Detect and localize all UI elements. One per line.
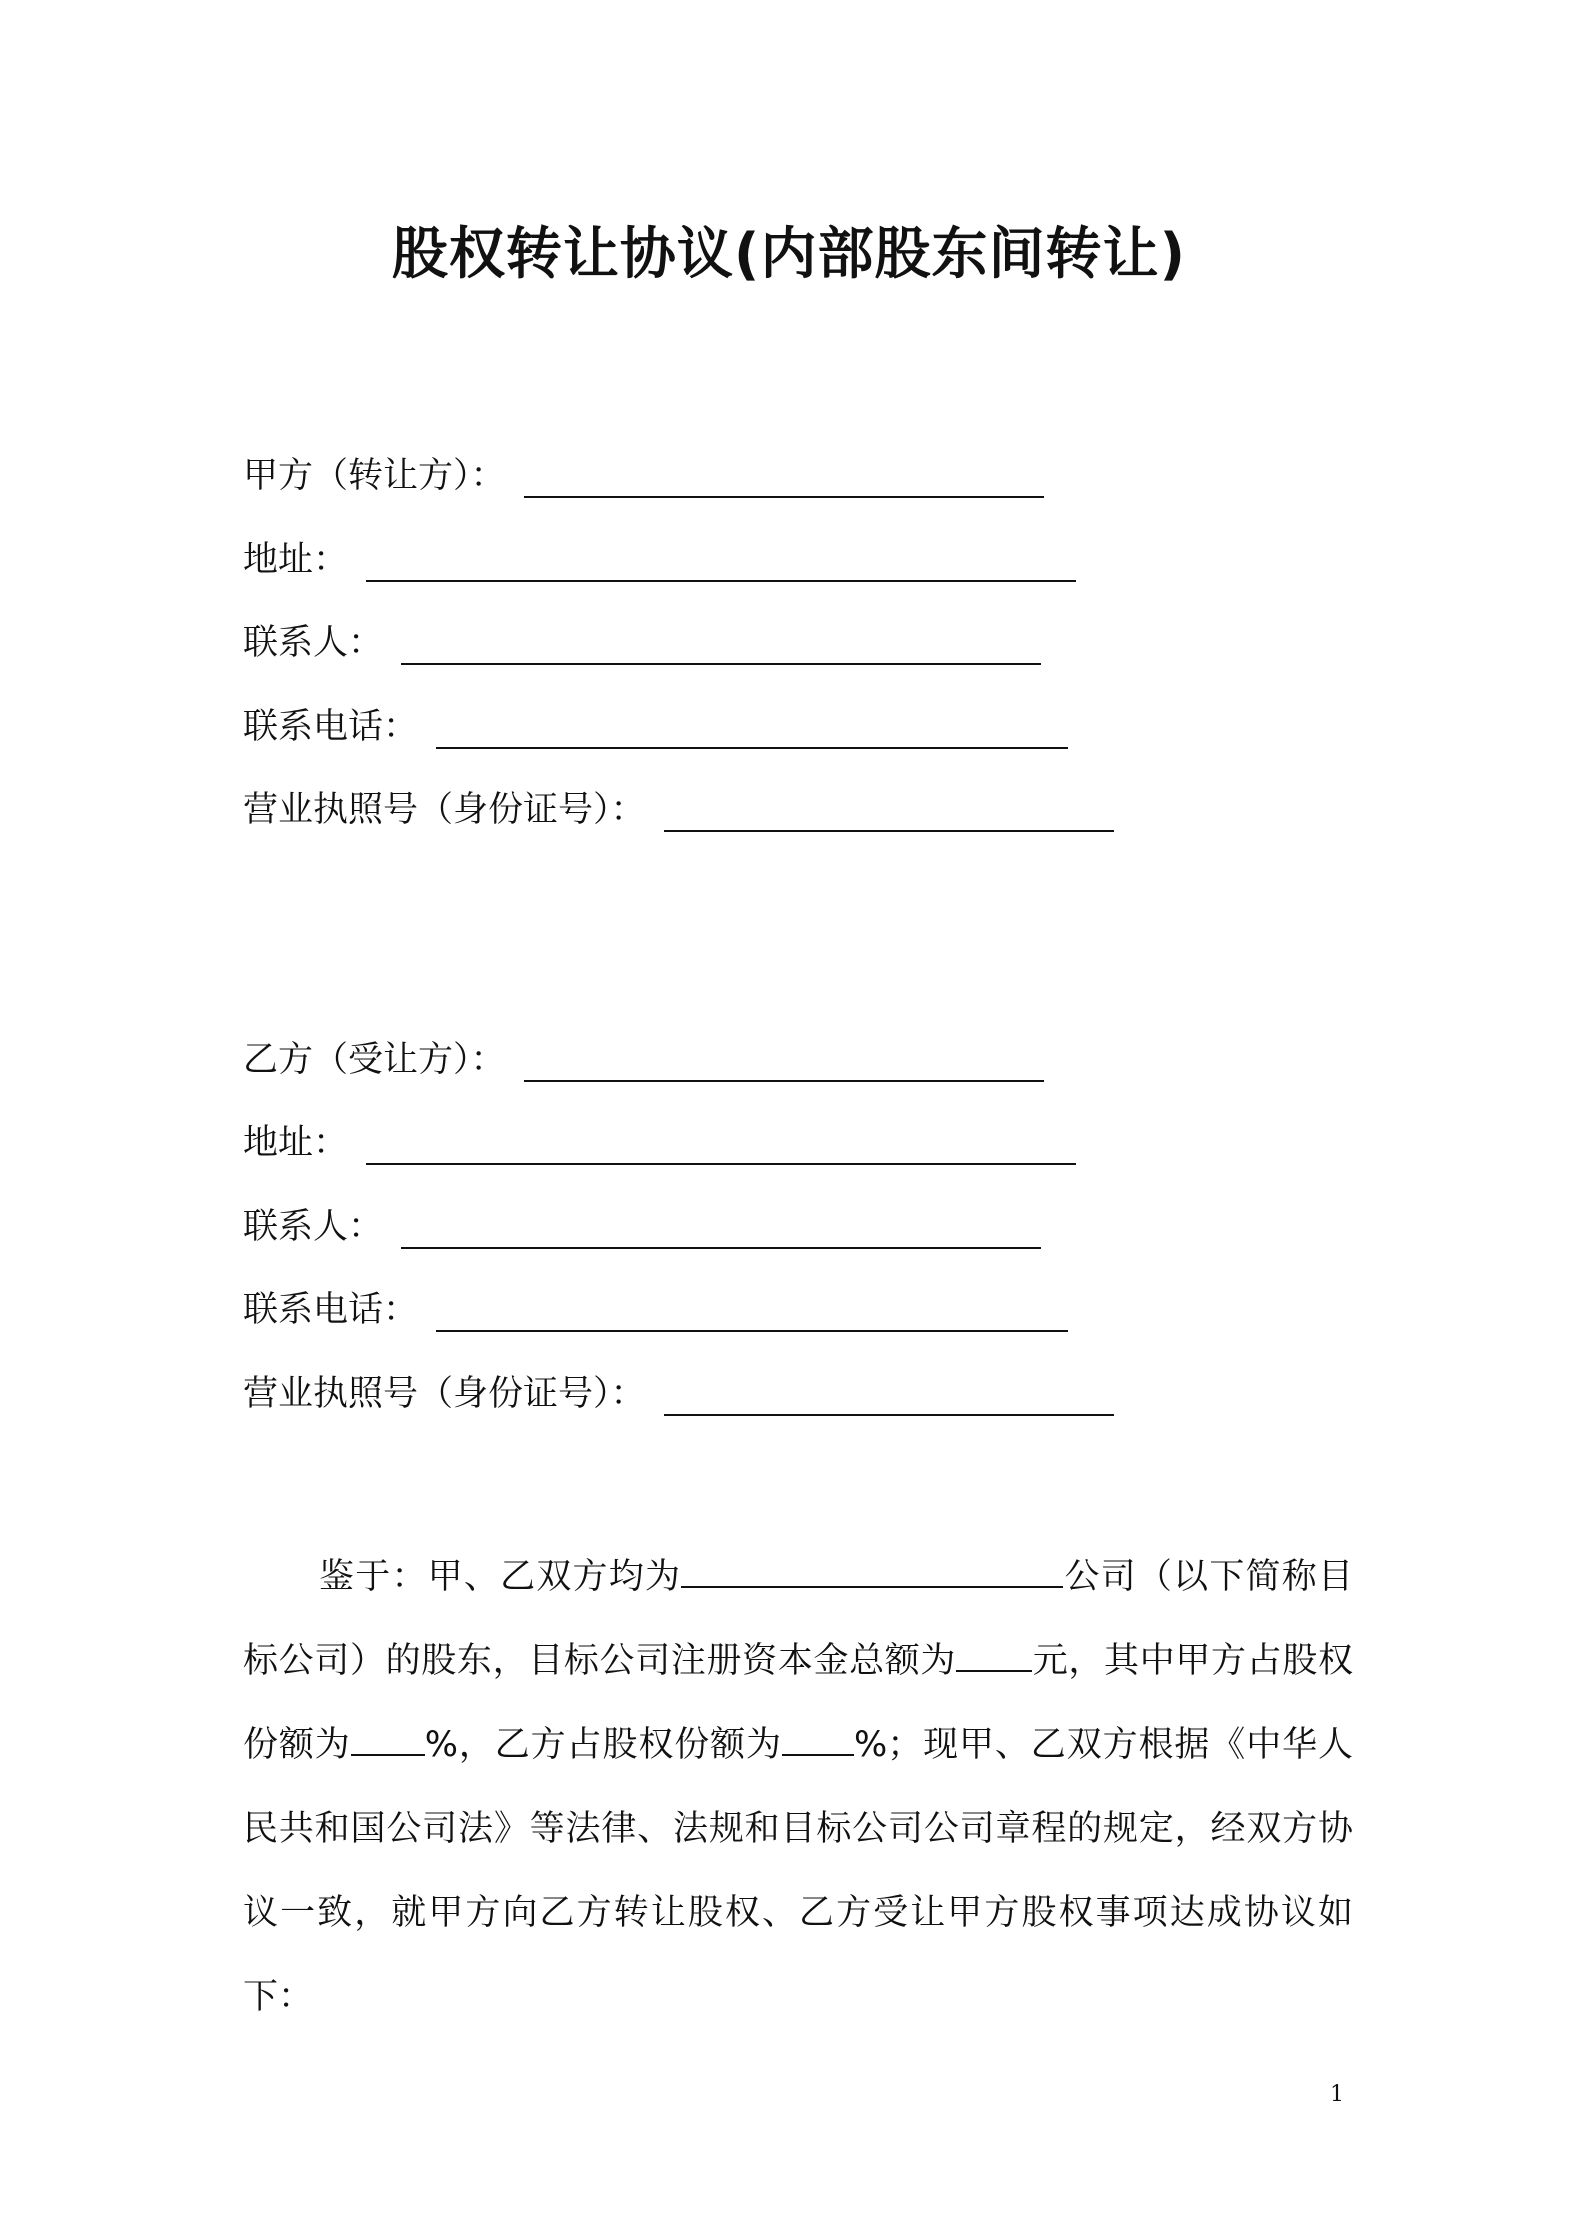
- party-a-address-field: [243, 532, 1076, 588]
- party-b-phone-label: 联系电话：: [243, 1290, 419, 1330]
- party-b-name-blank[interactable]: [524, 1080, 1044, 1082]
- party-b-name-label: 乙方（受让方）：: [243, 1040, 506, 1080]
- party-a-license-label: 营业执照号（身份证号）：: [243, 790, 646, 830]
- recital-part-1: 鉴于：甲、乙双方均为: [319, 1557, 682, 1597]
- recital-part-3: 元，其中甲方占股权份额为: [243, 1641, 1353, 1765]
- party-a-license-field: [243, 782, 1114, 838]
- party-a-contact-label: 联系人：: [243, 623, 384, 663]
- party-a-name-field: [243, 448, 1044, 504]
- party-a-address-label: 地址：: [243, 540, 349, 580]
- party-a-address-blank[interactable]: [366, 580, 1076, 582]
- party-a-contact-field: [243, 615, 1041, 671]
- party-a-phone-field: [243, 699, 1068, 755]
- recital-part-2: 公司（以下简称目标公司）的股东，目标公司注册资本金总额为: [243, 1557, 1353, 1681]
- recital-part-4: %，乙方占股权份额为: [424, 1725, 782, 1765]
- party-b-share-blank[interactable]: [782, 1724, 854, 1756]
- party-a-phone-blank[interactable]: [436, 747, 1068, 749]
- registered-capital-blank[interactable]: [956, 1640, 1032, 1672]
- recital-part-5: %；现甲、乙双方根据《中华人民共和国公司法》等法律、法规和目标公司公司章程的规定，经双方协议一致，就甲方向乙方转让股权、乙方受让甲方股权事项达成协议如下：: [243, 1725, 1353, 2017]
- party-b-phone-blank[interactable]: [436, 1330, 1068, 1332]
- party-b-license-label: 营业执照号（身份证号）：: [243, 1374, 646, 1414]
- party-b-address-label: 地址：: [243, 1123, 349, 1163]
- party-b-contact-label: 联系人：: [243, 1207, 384, 1247]
- party-b-license-field: [243, 1366, 1114, 1422]
- party-b-address-blank[interactable]: [366, 1163, 1076, 1165]
- party-b-name-field: [243, 1032, 1044, 1088]
- party-a-contact-blank[interactable]: [401, 663, 1041, 665]
- party-a-share-blank[interactable]: [351, 1724, 425, 1756]
- company-name-blank[interactable]: [681, 1556, 1063, 1588]
- party-b-license-blank[interactable]: [664, 1414, 1114, 1416]
- party-b-contact-field: [243, 1199, 1041, 1255]
- party-a-license-blank[interactable]: [664, 830, 1114, 832]
- page-number: 1: [1330, 2082, 1344, 2107]
- recital-paragraph: [243, 1535, 1353, 2039]
- party-b-address-field: [243, 1115, 1076, 1171]
- party-a-phone-label: 联系电话：: [243, 707, 419, 747]
- party-b-contact-blank[interactable]: [401, 1247, 1041, 1249]
- document-title: 股权转让协议(内部股东间转让): [391, 222, 1187, 287]
- party-b-phone-field: [243, 1282, 1068, 1338]
- party-a-name-label: 甲方（转让方）：: [243, 456, 506, 496]
- party-a-name-blank[interactable]: [524, 496, 1044, 498]
